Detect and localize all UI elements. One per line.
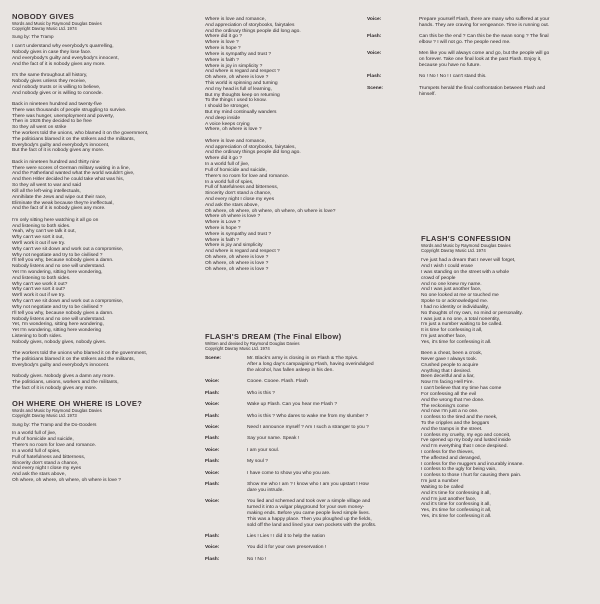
lyric-line: Yes, it's time for confessing it all,: [421, 508, 492, 514]
song-credits: Words and Music by Raymond Douglas Davies Copyright Davray Music Ltd. 1974: [12, 21, 102, 32]
lyric-line: Eliminate the weak because they're ineffectual,: [12, 200, 114, 206]
dialogue-row: [205, 414, 425, 420]
dialogue-line: No ! No !: [247, 556, 267, 562]
lyric-line: And where is regard and respect ?: [205, 69, 280, 75]
dialogue-line: Can this be the end ? Can this be the swan song ? The final: [419, 34, 549, 40]
lyric-line: And nobody trusts or is willing to believe,: [12, 84, 101, 90]
lyric-line: Why can't we sit down and work out a compromise,: [12, 246, 124, 252]
lyric-line: This world is spinning and turning: [205, 80, 278, 86]
lyric-line: Then in 1926 they decided to be free: [12, 119, 92, 125]
lyric-line: Oh where, oh where is love ?: [205, 75, 269, 81]
lyric-line: And the tramps in the street.: [421, 426, 483, 432]
lyric-line: Where is faith ?: [205, 237, 239, 243]
lyric-line: Full of homicide and suicide,: [205, 167, 267, 173]
speaker-label: Flash:: [367, 74, 382, 80]
lyric-line: Oh where, oh where is love ?: [205, 266, 269, 272]
lyric-line: And deep inside: [205, 115, 241, 121]
song-credits: Written and devised by Raymond Douglas Davies Copyright Davray Music Ltd. 1974: [205, 341, 300, 352]
lyric-line: I'm just a number: [421, 479, 459, 485]
lyric-line: Nobody gives, nobody gives, nobody gives.: [12, 339, 107, 345]
lyric-line: And every night I close my eyes: [12, 466, 82, 472]
lyric-line: I was standing on the street with a whole: [421, 270, 510, 276]
sung-by: Sung by: The Tramp and the Do-Gooders: [12, 421, 97, 427]
lyric-line: Where did it go ?: [205, 34, 242, 40]
dialogue-line: Trumpets herald the final confrontation between Flash and: [419, 85, 546, 91]
lyric-line: Everybody's guilty and everybody's innocent,: [12, 142, 110, 148]
lyric-line: There were scores of German military waiting in a line,: [12, 165, 130, 171]
lyric-line: And nobody gives or is willing to concede.: [12, 90, 103, 96]
lyric-line: Nobody listens and no one will understand.: [12, 316, 106, 322]
lyric-line: No thoughts of my own, no mind or personality.: [421, 310, 523, 316]
lyric-line: Where is hope ?: [205, 226, 241, 232]
lyric-line: Yet I'm wondering, sitting here wondering,: [12, 270, 103, 276]
lyric-line: Sincerity don't stand a chance,: [205, 191, 272, 197]
speaker-label: Voice:: [367, 51, 382, 57]
lyric-line: Where oh where is love ?: [205, 214, 261, 220]
lyric-line: But my mind continually wanders: [205, 110, 277, 115]
dialogue-row: [205, 402, 425, 408]
lyric-line: In a world full of spies,: [12, 448, 61, 454]
lyric-line: Why can't we sort it out?: [12, 287, 66, 293]
lyric-line: And listening to both sides.: [12, 275, 71, 281]
dialogue-row: [367, 74, 595, 80]
lyric-line: And where is regard and respect ?: [205, 249, 280, 255]
lyric-line: I'm only sitting here watching it all go on: [12, 217, 99, 223]
song-title-oh-where: OH WHERE OH WHERE IS LOVE?: [12, 399, 143, 409]
lyric-line: And now I'm just a no one.: [421, 409, 479, 415]
lyric-line: Now I'm facing Hell Fire.: [421, 380, 474, 386]
lyric-line: Where is sympathy and trust ?: [205, 231, 272, 237]
dialogue-line: the alcohol, has fallen asleep in his den.: [247, 368, 334, 374]
lyric-line: We'll work it out if we try.: [12, 240, 66, 246]
speaker-label: Flash:: [205, 533, 220, 539]
lyric-line: And every night I close my eyes: [205, 196, 275, 202]
dialogue-text: [247, 402, 337, 408]
speaker-label: Voice:: [367, 17, 382, 22]
speaker-label: Flash:: [367, 34, 382, 40]
lyric-line: Why can't we sit down and work out a compromise,: [12, 299, 124, 305]
lyric-line: And ask the stars above,: [12, 472, 66, 478]
lyric-line: And no one knew my name.: [421, 281, 482, 287]
lyric-line: Never gave I always took.: [421, 357, 477, 362]
lyric-line: There was thousands of people struggling to survive.: [12, 107, 127, 113]
lyric-line: The politicians blamed it on the strikers and the militants,: [12, 357, 135, 362]
lyric-line: In a world full of jive,: [205, 162, 250, 168]
speaker-label: Flash:: [205, 482, 220, 488]
lyric-line: I can't believe that my time has come: [421, 386, 502, 392]
stanza: [12, 73, 200, 96]
lyric-line: Where is love and romance,: [205, 138, 266, 144]
lyric-line: Why can't we work it out?: [12, 281, 68, 287]
middle-column: [205, 0, 390, 278]
dialogue-row: [205, 471, 425, 477]
lyric-line: Kill all the left-wing intellectuals,: [12, 188, 81, 194]
lyric-line: Yet, I'm wondering, sitting here wondering,: [12, 322, 104, 328]
lyric-line: And appreciation of storybooks, fairytales,: [205, 144, 296, 150]
lyric-line: Full of homicide and suicide,: [12, 437, 74, 443]
dialogue-line: You did it for your own preservation !: [247, 545, 327, 551]
dialogue-text: [247, 459, 268, 465]
lyric-line: Been deceitful and a liar,: [421, 374, 475, 380]
dialogue-line: sold off the land and lined your own pockets with the profits.: [247, 522, 377, 528]
speaker-label: Voice:: [205, 545, 220, 551]
lyric-line: To the things I used to know.: [205, 98, 267, 104]
lyric-line: And it's time for confessing it all,: [421, 502, 491, 508]
speaker-label: Voice:: [205, 470, 220, 476]
lyric-line: And listening to both sides.: [12, 223, 71, 229]
lyric-line: And the ordinary things people did long ago.: [205, 150, 301, 156]
lyric-line: And I was just another face,: [421, 287, 482, 293]
dialogue-text: [247, 436, 299, 442]
flash-dream: [205, 332, 425, 568]
lyric-line: Where is joy in simplicity ?: [205, 63, 263, 69]
dialogue-text: [419, 74, 487, 80]
song-title-nobody-gives: NOBODY GIVES: [12, 12, 75, 21]
dialogue-line: himself.: [419, 91, 436, 97]
lyric-line: Sincerity don't stand a chance,: [12, 460, 79, 466]
lyric-line: Listening to both sides.: [12, 333, 63, 339]
lyric-line: But my thoughts keep on returning: [205, 92, 280, 98]
dialogue-line: Wake up Flash. Can you hear me Flash ?: [247, 402, 338, 408]
lyric-line: Where is joy and simplicity: [205, 243, 263, 249]
lyric-line: The politicians, unions, workers and the militants,: [12, 380, 119, 386]
dialogue-line: Need I announce myself ? Am I such a stranger to you ?: [247, 425, 369, 431]
dialogue-row: [205, 448, 425, 454]
dialogue-text: [247, 471, 330, 477]
lyric-line: Oh where, oh where, oh where, oh where, oh where is love?: [205, 208, 336, 214]
dialogue-line: Lies ! Lies ! I did it to help the nation: [247, 533, 326, 539]
speaker-label: Flash:: [205, 556, 220, 562]
lyric-line: I'm just a number waiting to be called.: [421, 322, 503, 328]
lyric-line: Where is love ?: [205, 40, 239, 46]
song-credits: Words and Music by Raymond Douglas Davies Copyright Davray Music Ltd. 1973: [12, 408, 102, 419]
lyric-line: Nobody gives unless they receive,: [12, 78, 87, 84]
lyric-line: There was hunger, unemployment and poverty,: [12, 113, 114, 119]
dialogue-line: No ! No ! No ! I can't stand this.: [419, 74, 487, 80]
dialogue-text: [247, 557, 266, 563]
dialogue-row: [205, 482, 425, 494]
stanza: [12, 431, 200, 483]
lyric-line: Everybody's guilty and everybody's innocent.: [12, 362, 110, 368]
lyric-line: And it's time for confessing it all,: [421, 490, 491, 496]
dialogue-line: Cooee. Cooee. Flash. Flash: [247, 379, 308, 385]
lyric-line: I'll tell you why, because nobody gives a damn.: [12, 310, 114, 316]
lyric-line: And the ordinary things people did long ago.: [205, 28, 301, 34]
lyric-line: Where is faith ?: [205, 57, 239, 63]
stanza: [12, 351, 200, 368]
lyric-line: And I'm everything that I once despised.: [421, 444, 508, 450]
dialogue-line: because you have no future.: [419, 63, 481, 69]
lyric-line: Yes, it's time for confessing it all.: [421, 339, 492, 345]
flash-confession: [421, 234, 596, 525]
dialogue-line: turned it into a vulgar playground for your own money-: [247, 505, 365, 511]
speaker-label: Voice:: [205, 379, 220, 385]
speaker-label: Voice:: [205, 499, 220, 505]
dialogue-row: [205, 436, 425, 442]
lyric-line: I confess to the ugly for being vain,: [421, 467, 497, 473]
lyric-line: Oh where, oh where is love ?: [205, 255, 269, 261]
lyric-line: I'm just another face,: [421, 333, 467, 339]
lyric-line: A voice keeps crying: [205, 121, 250, 127]
dialogue-text: [247, 482, 369, 494]
lyric-line: I confess to those I hurt for causing them pain.: [421, 473, 522, 479]
lyric-line: I had no identity or individuality,: [421, 304, 489, 310]
stanza: [421, 258, 596, 345]
lyric-line: And then Hitler decided he could take what was his,: [12, 177, 125, 183]
dialogue-text: [247, 379, 308, 385]
song-title-flash-confession: FLASH'S CONFESSION: [421, 234, 511, 243]
speaker-label: Flash:: [205, 436, 220, 442]
song-title-flash-dream: FLASH'S DREAM (The Final Elbow): [205, 332, 342, 341]
lyric-line: There's no room for love and romance.: [205, 173, 290, 179]
dialogue-line: I have come to show you who you are.: [247, 470, 331, 476]
lyric-line: It's the same throughout all history,: [12, 73, 88, 79]
dialogue-row: [205, 425, 425, 431]
dialogue-text: [247, 414, 368, 420]
dialogue-row: [367, 17, 595, 29]
lyric-line: Oh where, oh where, oh where, oh where is love ?: [12, 477, 122, 483]
lyric-line: Why can't we sort it out,: [12, 235, 64, 241]
lyric-line: And appreciation of storybooks, fairytales: [205, 22, 295, 28]
sung-by: Sung by: The Tramp: [12, 34, 54, 40]
lyrics-oh-where: [12, 431, 200, 483]
dialogue-line: Show me who I am ? I know who I am you upstart ! How: [247, 482, 369, 488]
lyric-line: Waiting to be called: [421, 484, 464, 490]
dialogue-text: [247, 499, 376, 528]
dialogue-row: [205, 545, 425, 551]
stanza: [12, 218, 200, 346]
lyric-line: Nobody gives. Nobody gives a damn any more.: [12, 374, 115, 380]
dialogue-text: [419, 51, 549, 68]
lyric-line: Where, oh where is love ?: [205, 127, 262, 133]
lyric-line: I confess for the thieves,: [421, 450, 475, 455]
speaker-label: Flash:: [205, 413, 220, 419]
lyric-line: In a world full of jive,: [12, 431, 57, 437]
speaker-label: Scene:: [205, 356, 222, 362]
lyric-line: Nobody gives in case they lose face.: [12, 50, 92, 56]
speaker-label: Voice:: [205, 402, 220, 408]
lyric-line: Full of hatefulness and bitterness,: [205, 185, 279, 191]
lyrics-nobody-gives: [12, 44, 200, 391]
dialogue-row: [205, 499, 425, 528]
dialogue-line: Mr. Black's army is closing in on Flash & The Spivs.: [247, 356, 359, 362]
song-credits: Words and Music by Raymond Douglas Davies Copyright Davray Music Ltd. 1974: [421, 243, 511, 254]
lyrics-oh-where-continued: [205, 17, 390, 273]
dialogue-text: [247, 356, 374, 373]
dialogue-text: [247, 545, 326, 551]
lyric-line: And the wrong that I've done.: [421, 397, 485, 403]
lyric-line: Yes, it's time for confessing it all.: [421, 513, 492, 519]
stanza: [12, 44, 200, 67]
lyric-line: To the cripples and the beggars: [421, 420, 490, 426]
lyric-line: The politicians blamed it on the strikers and the militants,: [12, 136, 135, 142]
dialogue-row: [205, 391, 425, 397]
lyric-line: Crushed people to acquire: [421, 362, 479, 368]
dialogue-text: [419, 86, 545, 98]
lyric-line: Where is sympathy and trust ?: [205, 51, 272, 57]
dialogue-row: [367, 51, 595, 68]
lyric-line: I've opened up my body and lusted inside: [421, 438, 511, 444]
dialogue-line: My soul ?: [247, 459, 268, 465]
stanza: [12, 102, 200, 154]
lyric-line: Yet I'm wondering, sitting here wondering: [12, 328, 102, 334]
dialogue-row: [205, 534, 425, 540]
lyric-line: I can't understand why everybody's quarrelling,: [12, 44, 114, 50]
lyric-line: And everybody's guilty and everybody's innocent,: [12, 55, 119, 61]
dialogue-line: on forever. Take one final look at the past Flash. Enjoy it,: [419, 57, 542, 63]
left-column: [12, 0, 200, 489]
lyric-line: Spoke to or acknowledged me.: [421, 299, 489, 305]
lyric-line: I confess to the tired and the meek,: [421, 415, 498, 421]
dialogue-line: After a long day's campaigning Flash, having overindulged: [247, 362, 374, 368]
lyric-line: And my head is full of learning,: [205, 86, 272, 92]
lyric-line: We'll work it out if we try.: [12, 293, 66, 299]
dialogue-line: Prepare yourself Flash, there are many who suffered at your: [419, 17, 550, 22]
lyrics-flash-confession: [421, 258, 596, 519]
lyric-line: And I'm just another face,: [421, 496, 477, 502]
dialogue-text: [419, 34, 549, 46]
lyric-line: Annihilate the Jews and wipe out their race,: [12, 194, 107, 200]
lyric-line: So they all went to war and said: [12, 183, 82, 189]
stanza: [205, 139, 390, 273]
dialogue-line: dare you intrude.: [247, 487, 284, 493]
dialogue-top-right: [367, 17, 595, 103]
dialogue-line: Who is this ? Who dares to wake me from my slumber ?: [247, 413, 369, 419]
lyric-line: crowd of people: [421, 275, 456, 281]
lyric-line: The workers told the unions who blamed it on the government,: [12, 351, 148, 357]
dialogue-text: [247, 534, 325, 540]
lyric-line: It is time for confessing it all,: [421, 328, 483, 334]
lyric-line: And the fact of it is nobody gives any more.: [12, 61, 106, 67]
lyric-line: So they all went on strike: [12, 125, 67, 131]
lyric-line: The reckoning's come: [421, 403, 469, 409]
lyric-line: The affected and deranged,: [421, 455, 482, 461]
lyric-line: But the fact of it is nobody gives any more.: [12, 148, 105, 154]
lyric-line: Back in nineteen hundred and thirty nine: [12, 159, 100, 165]
lyric-line: Why not negotiate and try to be civilised ?: [12, 252, 103, 258]
speaker-label: Voice:: [205, 425, 220, 431]
dialogue-row: [205, 356, 425, 373]
dialogue-text: [247, 425, 369, 431]
lyric-line: Why not negotiate and try to be civilised ?: [12, 304, 103, 310]
lyric-line: I confess for the muggers and incurably insane.: [421, 461, 524, 467]
dialogue-text: [247, 391, 275, 397]
lyric-line: Full of hatefulness and bitterness,: [12, 454, 86, 460]
lyric-line: And the Fatherland wanted what the world wouldn't give,: [12, 171, 135, 177]
lyric-line: Back in nineteen hundred and twenty-five: [12, 101, 102, 107]
speaker-label: Voice:: [205, 447, 220, 453]
lyric-line: And the fact of it is nobody gives any more.: [12, 206, 106, 212]
lyric-line: There's no room for love and romance.: [12, 443, 97, 449]
dialogue-line: Who is this ?: [247, 390, 275, 396]
lyric-line: In a world full of spies,: [205, 179, 254, 185]
dialogue-row: [367, 86, 595, 98]
dialogue-flash-dream: [205, 356, 425, 562]
lyric-line: I was just a no one, a total nonentity,: [421, 316, 501, 322]
dialogue-text: [419, 17, 549, 29]
lyric-line: And ask the stars above,: [205, 202, 259, 208]
lyric-line: The fact of it is nobody gives any more.: [12, 385, 98, 391]
lyric-line: Oh where, oh where is love ?: [205, 260, 269, 266]
stanza: [205, 17, 390, 133]
dialogue-line: You lied and schemed and took over a simple village and: [247, 499, 371, 505]
stanza: [12, 374, 200, 391]
dialogue-row: [205, 379, 425, 385]
dialogue-line: This was a happy place. Then you ploughed up the fields,: [247, 516, 372, 522]
dialogue-line: Say your name. Speak !: [247, 436, 300, 442]
speaker-label: Flash:: [205, 390, 220, 396]
stanza: [421, 351, 596, 520]
lyric-line: I'll tell you why, because nobody gives a damn.: [12, 258, 114, 264]
lyric-line: I should be stronger,: [205, 104, 250, 110]
dialogue-line: Men like you will always come and go, but the people will go: [419, 51, 550, 57]
lyric-line: I've just had a dream that I never will forget,: [421, 258, 516, 264]
lyric-line: The workers told the unions, who blamed it on the government,: [12, 130, 149, 136]
lyric-line: Where is love and romance,: [205, 17, 266, 22]
speaker-label: Scene:: [367, 85, 384, 91]
lyric-line: Where is Love ?: [205, 220, 241, 226]
dialogue-line: elbow ? I will not go. The people need me.: [419, 40, 511, 46]
dialogue-line: hands. They are craving for vengeance. Time is running out.: [419, 22, 550, 28]
lyric-line: For confessing all the evil: [421, 391, 477, 397]
dialogue-text: [247, 448, 279, 454]
lyric-line: Nobody listens and no one will understand.: [12, 264, 106, 270]
dialogue-line: I am your soul.: [247, 447, 280, 453]
lyric-line: No one looked at me or touched me: [421, 293, 499, 299]
lyric-line: I confess my cruelty, my ego and conceit,: [421, 432, 511, 438]
speaker-label: Flash:: [205, 459, 220, 465]
lyric-line: Where did it go ?: [205, 156, 242, 162]
lyric-line: Where is hope ?: [205, 46, 241, 52]
lyric-line: Anything that I desired.: [421, 368, 472, 374]
lyric-line: Been a cheat, been a crook,: [421, 351, 483, 357]
dialogue-row: [367, 34, 595, 46]
lyric-line: And I wish I could erase: [421, 264, 473, 270]
stanza: [12, 160, 200, 212]
dialogue-line: making ends. Before you came people lived simple lives.: [247, 510, 370, 516]
lyric-line: Yeah, why can't we talk it out,: [12, 229, 76, 235]
dialogue-row: [205, 557, 425, 563]
dialogue-row: [205, 459, 425, 465]
